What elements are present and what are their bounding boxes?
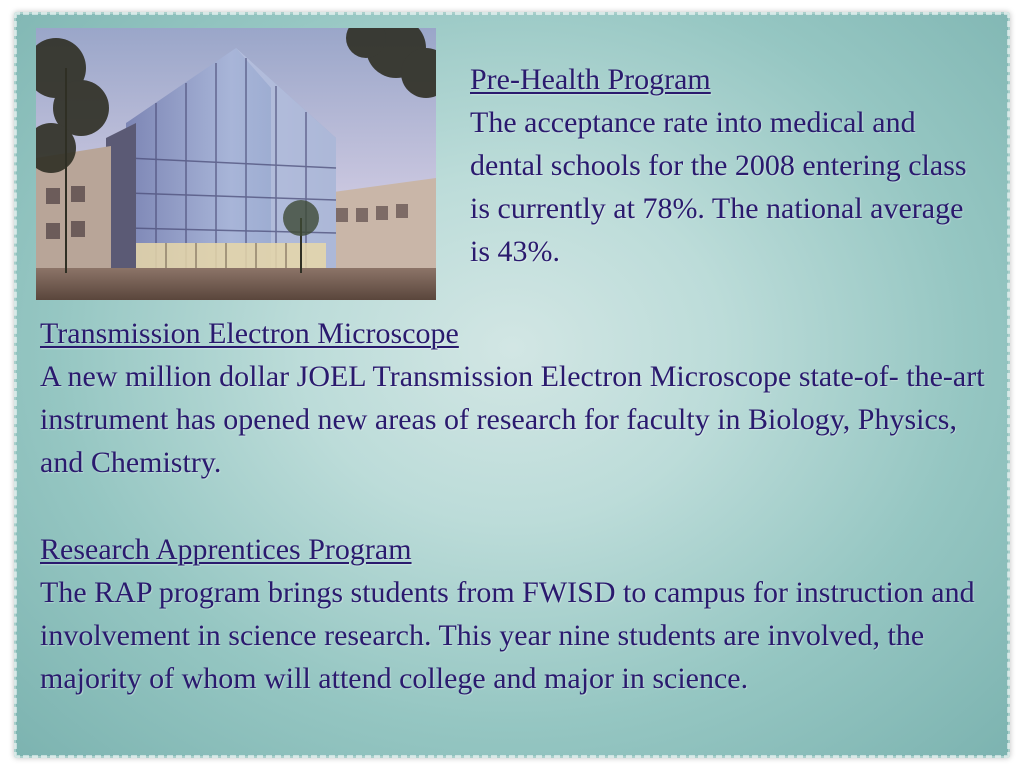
microscope-body: A new million dollar JOEL Transmission Electron Microscope state-of- the-art instrument has opened new areas of research for faculty in Biology, Physics, and Chemistry. xyxy=(40,360,985,479)
building-photo xyxy=(36,28,436,300)
pre-health-heading: Pre-Health Program xyxy=(470,63,711,96)
research-body: The RAP program brings students from FWISD to campus for instruction and involvement in science research. This year nine students are involved, the majority of whom will attend college and major in science. xyxy=(40,576,975,695)
microscope-section xyxy=(40,312,990,484)
pre-health-body: The acceptance rate into medical and dental schools for the 2008 entering class is currently at 78%. The national average is 43%. xyxy=(470,106,967,268)
research-section xyxy=(40,528,990,700)
building-image xyxy=(36,28,436,300)
research-heading: Research Apprentices Program xyxy=(40,533,412,566)
microscope-heading: Transmission Electron Microscope xyxy=(40,317,459,350)
pre-health-section xyxy=(470,58,990,273)
